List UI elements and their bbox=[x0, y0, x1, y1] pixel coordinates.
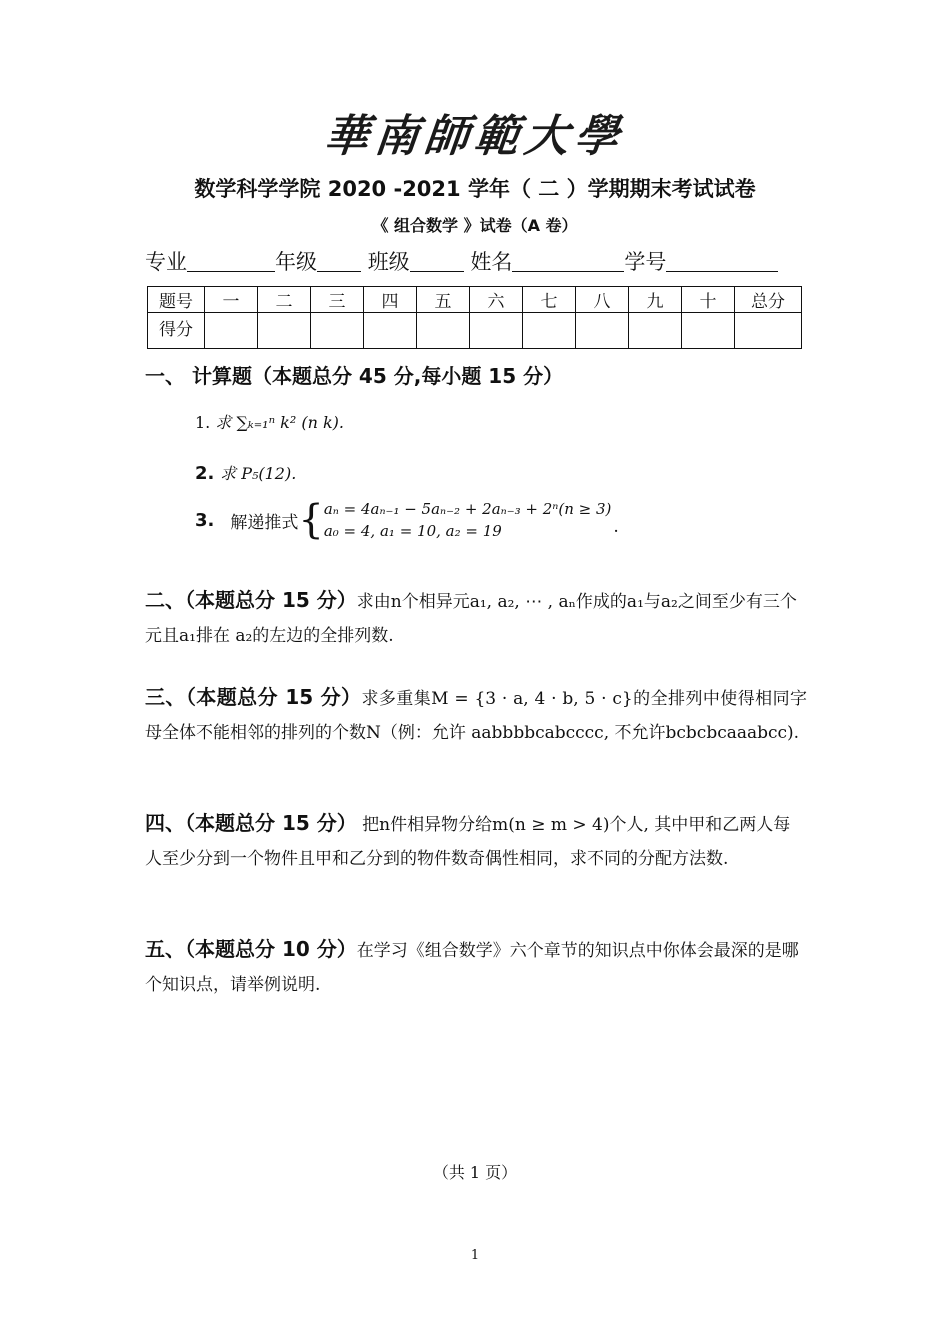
score-cell[interactable] bbox=[470, 313, 523, 349]
id-blank[interactable] bbox=[666, 251, 778, 272]
question-1 bbox=[195, 410, 344, 433]
section5 bbox=[145, 932, 807, 1002]
class-blank[interactable] bbox=[410, 251, 464, 272]
name-blank[interactable] bbox=[512, 251, 624, 272]
table-cell: 题号 bbox=[148, 287, 205, 313]
table-cell: 七 bbox=[523, 287, 576, 313]
student-info-line bbox=[145, 246, 807, 276]
q3-number: 3. bbox=[195, 509, 215, 531]
section3-heading: 三、（本题总分 15 分） bbox=[145, 685, 362, 709]
class-label: 班级 bbox=[367, 250, 410, 274]
table-cell: 三 bbox=[311, 287, 364, 313]
question-2 bbox=[195, 461, 296, 484]
score-table bbox=[147, 286, 802, 349]
score-cell[interactable] bbox=[364, 313, 417, 349]
q3-line1: aₙ = 4aₙ₋₁ − 5aₙ₋₂ + 2aₙ₋₃ + 2ⁿ(n ≥ 3) bbox=[323, 500, 612, 518]
exam-subtitle: 《 组合数学 》试卷（A 卷） bbox=[372, 216, 578, 235]
section2-heading: 二、（本题总分 15 分） bbox=[145, 588, 357, 612]
section2 bbox=[145, 583, 807, 653]
id-label: 学号 bbox=[624, 250, 667, 274]
q3-line2: a₀ = 4, a₁ = 10, a₂ = 19 bbox=[323, 522, 502, 540]
table-cell: 得分 bbox=[148, 313, 205, 349]
table-cell: 十 bbox=[682, 287, 735, 313]
table-cell: 四 bbox=[364, 287, 417, 313]
score-cell[interactable] bbox=[205, 313, 258, 349]
q3-system bbox=[324, 498, 612, 542]
left-brace-icon: { bbox=[298, 497, 324, 543]
section3 bbox=[145, 680, 807, 750]
section4 bbox=[145, 806, 807, 876]
table-cell: 五 bbox=[417, 287, 470, 313]
grade-label: 年级 bbox=[275, 250, 317, 274]
section2-text: 求由n个相异元a₁, a₂, ⋯ , aₙ作成的a₁与a₂之间至少有三个元且a₁排在 a₂的左边的全排列数. bbox=[145, 592, 797, 646]
q3-label: 解递推式 bbox=[230, 512, 299, 533]
section1-heading: 一、 计算题（本题总分 45 分,每小题 15 分） bbox=[145, 364, 564, 388]
q3-end: . bbox=[613, 517, 619, 537]
table-cell: 二 bbox=[258, 287, 311, 313]
section3-text: 求多重集M = {3 · a, 4 · b, 5 · c}的全排列中使得相同字母全体不能相邻的排列的个数N（例：允许 aabbbbcabcccc, 不允许bcbcbcaaabcc). bbox=[145, 689, 808, 743]
table-cell: 一 bbox=[205, 287, 258, 313]
section5-text: 在学习《组合数学》六个章节的知识点中你体会最深的是哪个知识点，请举例说明. bbox=[145, 941, 799, 995]
section5-heading: 五、（本题总分 10 分） bbox=[145, 937, 357, 961]
university-logo: 華南師範大學 bbox=[321, 111, 628, 162]
score-cell[interactable] bbox=[629, 313, 682, 349]
q1-number: 1. bbox=[195, 413, 211, 432]
q2-text: 求 P₅(12). bbox=[220, 464, 297, 483]
section4-heading: 四、（本题总分 15 分） bbox=[145, 811, 357, 835]
major-blank[interactable] bbox=[187, 251, 275, 272]
exam-title: 数学科学学院 2020 -2021 学年（ 二 ）学期期末考试试卷 bbox=[194, 177, 756, 201]
table-cell: 六 bbox=[470, 287, 523, 313]
section4-text: 把n件相异物分给m(n ≥ m > 4)个人, 其中甲和乙两人每人至少分到一个物件且甲和乙分到的物件数奇偶性相同，求不同的分配方法数. bbox=[145, 815, 791, 869]
score-cell[interactable] bbox=[417, 313, 470, 349]
score-cell[interactable] bbox=[682, 313, 735, 349]
q2-number: 2. bbox=[195, 463, 215, 484]
score-cell[interactable] bbox=[258, 313, 311, 349]
score-table-score-row bbox=[148, 313, 802, 349]
name-label: 姓名 bbox=[470, 250, 513, 274]
score-cell[interactable] bbox=[735, 313, 802, 349]
grade-blank[interactable] bbox=[317, 251, 361, 272]
score-cell[interactable] bbox=[576, 313, 629, 349]
score-cell[interactable] bbox=[311, 313, 364, 349]
table-cell: 八 bbox=[576, 287, 629, 313]
page-number: 1 bbox=[470, 1248, 480, 1263]
table-cell: 九 bbox=[629, 287, 682, 313]
score-cell[interactable] bbox=[523, 313, 576, 349]
major-label: 专业 bbox=[145, 250, 187, 274]
q1-text: 求 ∑ₖ₌₁ⁿ k² (n k). bbox=[215, 413, 344, 432]
question-3 bbox=[195, 498, 619, 542]
page-count: （共 1 页） bbox=[432, 1163, 518, 1182]
score-table-header-row bbox=[148, 287, 802, 313]
table-cell: 总分 bbox=[735, 287, 802, 313]
